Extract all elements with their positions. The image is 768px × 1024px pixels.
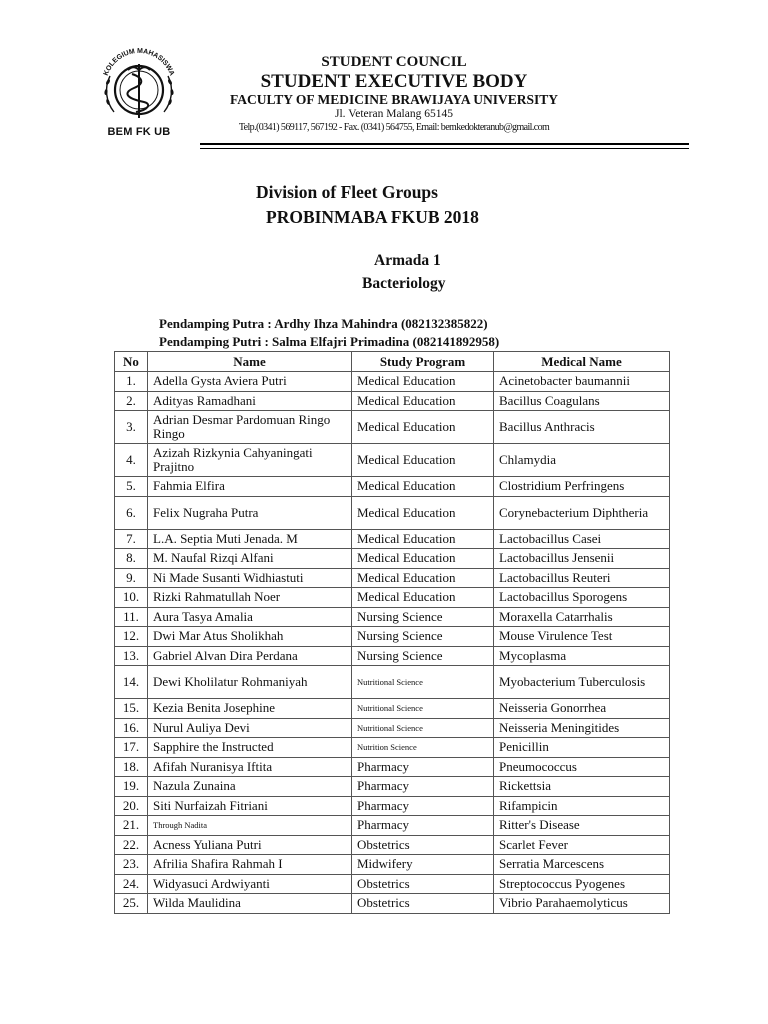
student-name: Kezia Benita Josephine xyxy=(148,699,352,719)
student-name: Dwi Mar Atus Sholikhah xyxy=(148,627,352,647)
row-number: 1. xyxy=(115,372,148,392)
row-number: 16. xyxy=(115,718,148,738)
study-program: Pharmacy xyxy=(352,816,494,836)
table-row xyxy=(115,718,670,738)
table-row xyxy=(115,874,670,894)
table-row xyxy=(115,835,670,855)
row-number: 4. xyxy=(115,444,148,477)
study-program: Medical Education xyxy=(352,372,494,392)
study-program: Medical Education xyxy=(352,444,494,477)
study-program: Obstetrics xyxy=(352,874,494,894)
medical-name: Penicillin xyxy=(494,738,670,758)
study-program: Nutritional Science xyxy=(352,699,494,719)
student-name: L.A. Septia Muti Jenada. M xyxy=(148,529,352,549)
faculty-name: FACULTY OF MEDICINE BRAWIJAYA UNIVERSITY xyxy=(229,92,559,107)
study-program: Nutritional Science xyxy=(352,666,494,699)
row-number: 20. xyxy=(115,796,148,816)
table-row xyxy=(115,855,670,875)
table-row xyxy=(115,372,670,392)
row-number: 10. xyxy=(115,588,148,608)
row-number: 15. xyxy=(115,699,148,719)
table-row xyxy=(115,588,670,608)
medical-name: Mouse Virulence Test xyxy=(494,627,670,647)
roster-table xyxy=(114,351,670,914)
row-number: 13. xyxy=(115,646,148,666)
study-program: Medical Education xyxy=(352,549,494,569)
row-number: 22. xyxy=(115,835,148,855)
letterhead xyxy=(196,54,592,134)
student-name: Wilda Maulidina xyxy=(148,894,352,914)
table-header-row xyxy=(115,352,670,372)
header-name: Name xyxy=(148,352,352,372)
student-name: Dewi Kholilatur Rohmaniyah xyxy=(148,666,352,699)
student-name: Sapphire the Instructed xyxy=(148,738,352,758)
study-program: Nutritional Science xyxy=(352,718,494,738)
medical-name: Corynebacterium Diphtheria xyxy=(494,496,670,529)
roster-body xyxy=(115,372,670,914)
medical-name: Acinetobacter baumannii xyxy=(494,372,670,392)
row-number: 18. xyxy=(115,757,148,777)
student-name: Aura Tasya Amalia xyxy=(148,607,352,627)
student-name: Widyasuci Ardwiyanti xyxy=(148,874,352,894)
table-row xyxy=(115,796,670,816)
medical-name: Rifampicin xyxy=(494,796,670,816)
medical-name: Bacillus Coagulans xyxy=(494,391,670,411)
row-number: 8. xyxy=(115,549,148,569)
pendamping-putra: Pendamping Putra : Ardhy Ihza Mahindra (082132385822) xyxy=(159,316,488,331)
table-row xyxy=(115,666,670,699)
study-program: Nursing Science xyxy=(352,607,494,627)
council-name: STUDENT COUNCIL xyxy=(321,54,467,70)
medical-name: Moraxella Catarrhalis xyxy=(494,607,670,627)
student-name: Afrilia Shafira Rahmah I xyxy=(148,855,352,875)
table-row xyxy=(115,894,670,914)
table-row xyxy=(115,738,670,758)
header-no: No xyxy=(115,352,148,372)
study-program: Medical Education xyxy=(352,588,494,608)
study-program: Nursing Science xyxy=(352,627,494,647)
logo-arc-text: KOLEGIUM MAHASISWA xyxy=(102,47,176,77)
header-study-program: Study Program xyxy=(352,352,494,372)
table-row xyxy=(115,496,670,529)
row-number: 9. xyxy=(115,568,148,588)
study-program: Midwifery xyxy=(352,855,494,875)
row-number: 12. xyxy=(115,627,148,647)
contact-info: Telp.(0341) 569117, 567192 - Fax. (0341) 564755, Email: bemkedokteranub@gmail.com xyxy=(238,122,550,133)
row-number: 2. xyxy=(115,391,148,411)
medical-name: Rickettsia xyxy=(494,777,670,797)
study-program: Nursing Science xyxy=(352,646,494,666)
student-name: Rizki Rahmatullah Noer xyxy=(148,588,352,608)
student-name: Nazula Zunaina xyxy=(148,777,352,797)
medical-name: Neisseria Gonorrhea xyxy=(494,699,670,719)
row-number: 5. xyxy=(115,477,148,497)
study-program: Medical Education xyxy=(352,411,494,444)
medical-name: Lactobacillus Reuteri xyxy=(494,568,670,588)
student-name: Adrian Desmar Pardomuan Ringo Ringo xyxy=(148,411,352,444)
logo-caption: BEM FK UB xyxy=(107,126,171,138)
medical-name: Streptococcus Pyogenes xyxy=(494,874,670,894)
medical-name: Chlamydia xyxy=(494,444,670,477)
student-name: M. Naufal Rizqi Alfani xyxy=(148,549,352,569)
student-name: Acness Yuliana Putri xyxy=(148,835,352,855)
study-program: Medical Education xyxy=(352,529,494,549)
address: Jl. Veteran Malang 65145 xyxy=(335,108,453,120)
row-number: 7. xyxy=(115,529,148,549)
medical-name: Lactobacillus Sporogens xyxy=(494,588,670,608)
table-row xyxy=(115,477,670,497)
study-program: Pharmacy xyxy=(352,777,494,797)
medical-name: Serratia Marcescens xyxy=(494,855,670,875)
armada-label: Armada 1 xyxy=(374,252,441,269)
medical-name: Scarlet Fever xyxy=(494,835,670,855)
row-number: 11. xyxy=(115,607,148,627)
table-row xyxy=(115,627,670,647)
medical-name: Myobacterium Tuberculosis xyxy=(494,666,670,699)
student-name: Fahmia Elfira xyxy=(148,477,352,497)
student-name: Ni Made Susanti Widhiastuti xyxy=(148,568,352,588)
study-program: Medical Education xyxy=(352,568,494,588)
row-number: 14. xyxy=(115,666,148,699)
student-name: Siti Nurfaizah Fitriani xyxy=(148,796,352,816)
student-name: Adityas Ramadhani xyxy=(148,391,352,411)
medical-name: Lactobacillus Jensenii xyxy=(494,549,670,569)
row-number: 25. xyxy=(115,894,148,914)
row-number: 23. xyxy=(115,855,148,875)
medical-name: Neisseria Meningitides xyxy=(494,718,670,738)
medical-name: Clostridium Perfringens xyxy=(494,477,670,497)
header-medical-name: Medical Name xyxy=(494,352,670,372)
pendamping-putri: Pendamping Putri : Salma Elfajri Primadina (082141892958) xyxy=(159,334,500,349)
study-program: Medical Education xyxy=(352,391,494,411)
medical-name: Ritter's Disease xyxy=(494,816,670,836)
study-program: Obstetrics xyxy=(352,894,494,914)
table-row xyxy=(115,757,670,777)
study-program: Medical Education xyxy=(352,477,494,497)
table-row xyxy=(115,646,670,666)
medical-name: Pneumococcus xyxy=(494,757,670,777)
study-program: Nutrition Science xyxy=(352,738,494,758)
student-name: Felix Nugraha Putra xyxy=(148,496,352,529)
medical-name: Vibrio Parahaemolyticus xyxy=(494,894,670,914)
table-row xyxy=(115,391,670,411)
row-number: 19. xyxy=(115,777,148,797)
row-number: 3. xyxy=(115,411,148,444)
table-row xyxy=(115,777,670,797)
student-name: Adella Gysta Aviera Putri xyxy=(148,372,352,392)
study-program: Pharmacy xyxy=(352,796,494,816)
study-program: Pharmacy xyxy=(352,757,494,777)
table-row xyxy=(115,529,670,549)
header-divider-thick xyxy=(200,143,689,145)
executive-body-name: STUDENT EXECUTIVE BODY xyxy=(260,71,528,92)
table-row xyxy=(115,549,670,569)
study-program: Medical Education xyxy=(352,496,494,529)
table-row xyxy=(115,816,670,836)
medical-name: Mycoplasma xyxy=(494,646,670,666)
table-row xyxy=(115,607,670,627)
student-name: Gabriel Alvan Dira Perdana xyxy=(148,646,352,666)
row-number: 21. xyxy=(115,816,148,836)
medical-name: Lactobacillus Casei xyxy=(494,529,670,549)
table-row xyxy=(115,444,670,477)
student-name: Through Nadita xyxy=(148,816,352,836)
row-number: 24. xyxy=(115,874,148,894)
group-name: Bacteriology xyxy=(362,275,446,292)
table-row xyxy=(115,411,670,444)
division-subtitle: PROBINMABA FKUB 2018 xyxy=(266,207,479,227)
row-number: 17. xyxy=(115,738,148,758)
student-name: Nurul Auliya Devi xyxy=(148,718,352,738)
study-program: Obstetrics xyxy=(352,835,494,855)
student-name: Azizah Rizkynia Cahyaningati Prajitno xyxy=(148,444,352,477)
student-name: Afifah Nuranisya Iftita xyxy=(148,757,352,777)
division-title: Division of Fleet Groups xyxy=(256,182,438,202)
table-row xyxy=(115,568,670,588)
medical-name: Bacillus Anthracis xyxy=(494,411,670,444)
table-row xyxy=(115,699,670,719)
row-number: 6. xyxy=(115,496,148,529)
header-divider-thin xyxy=(200,148,689,149)
